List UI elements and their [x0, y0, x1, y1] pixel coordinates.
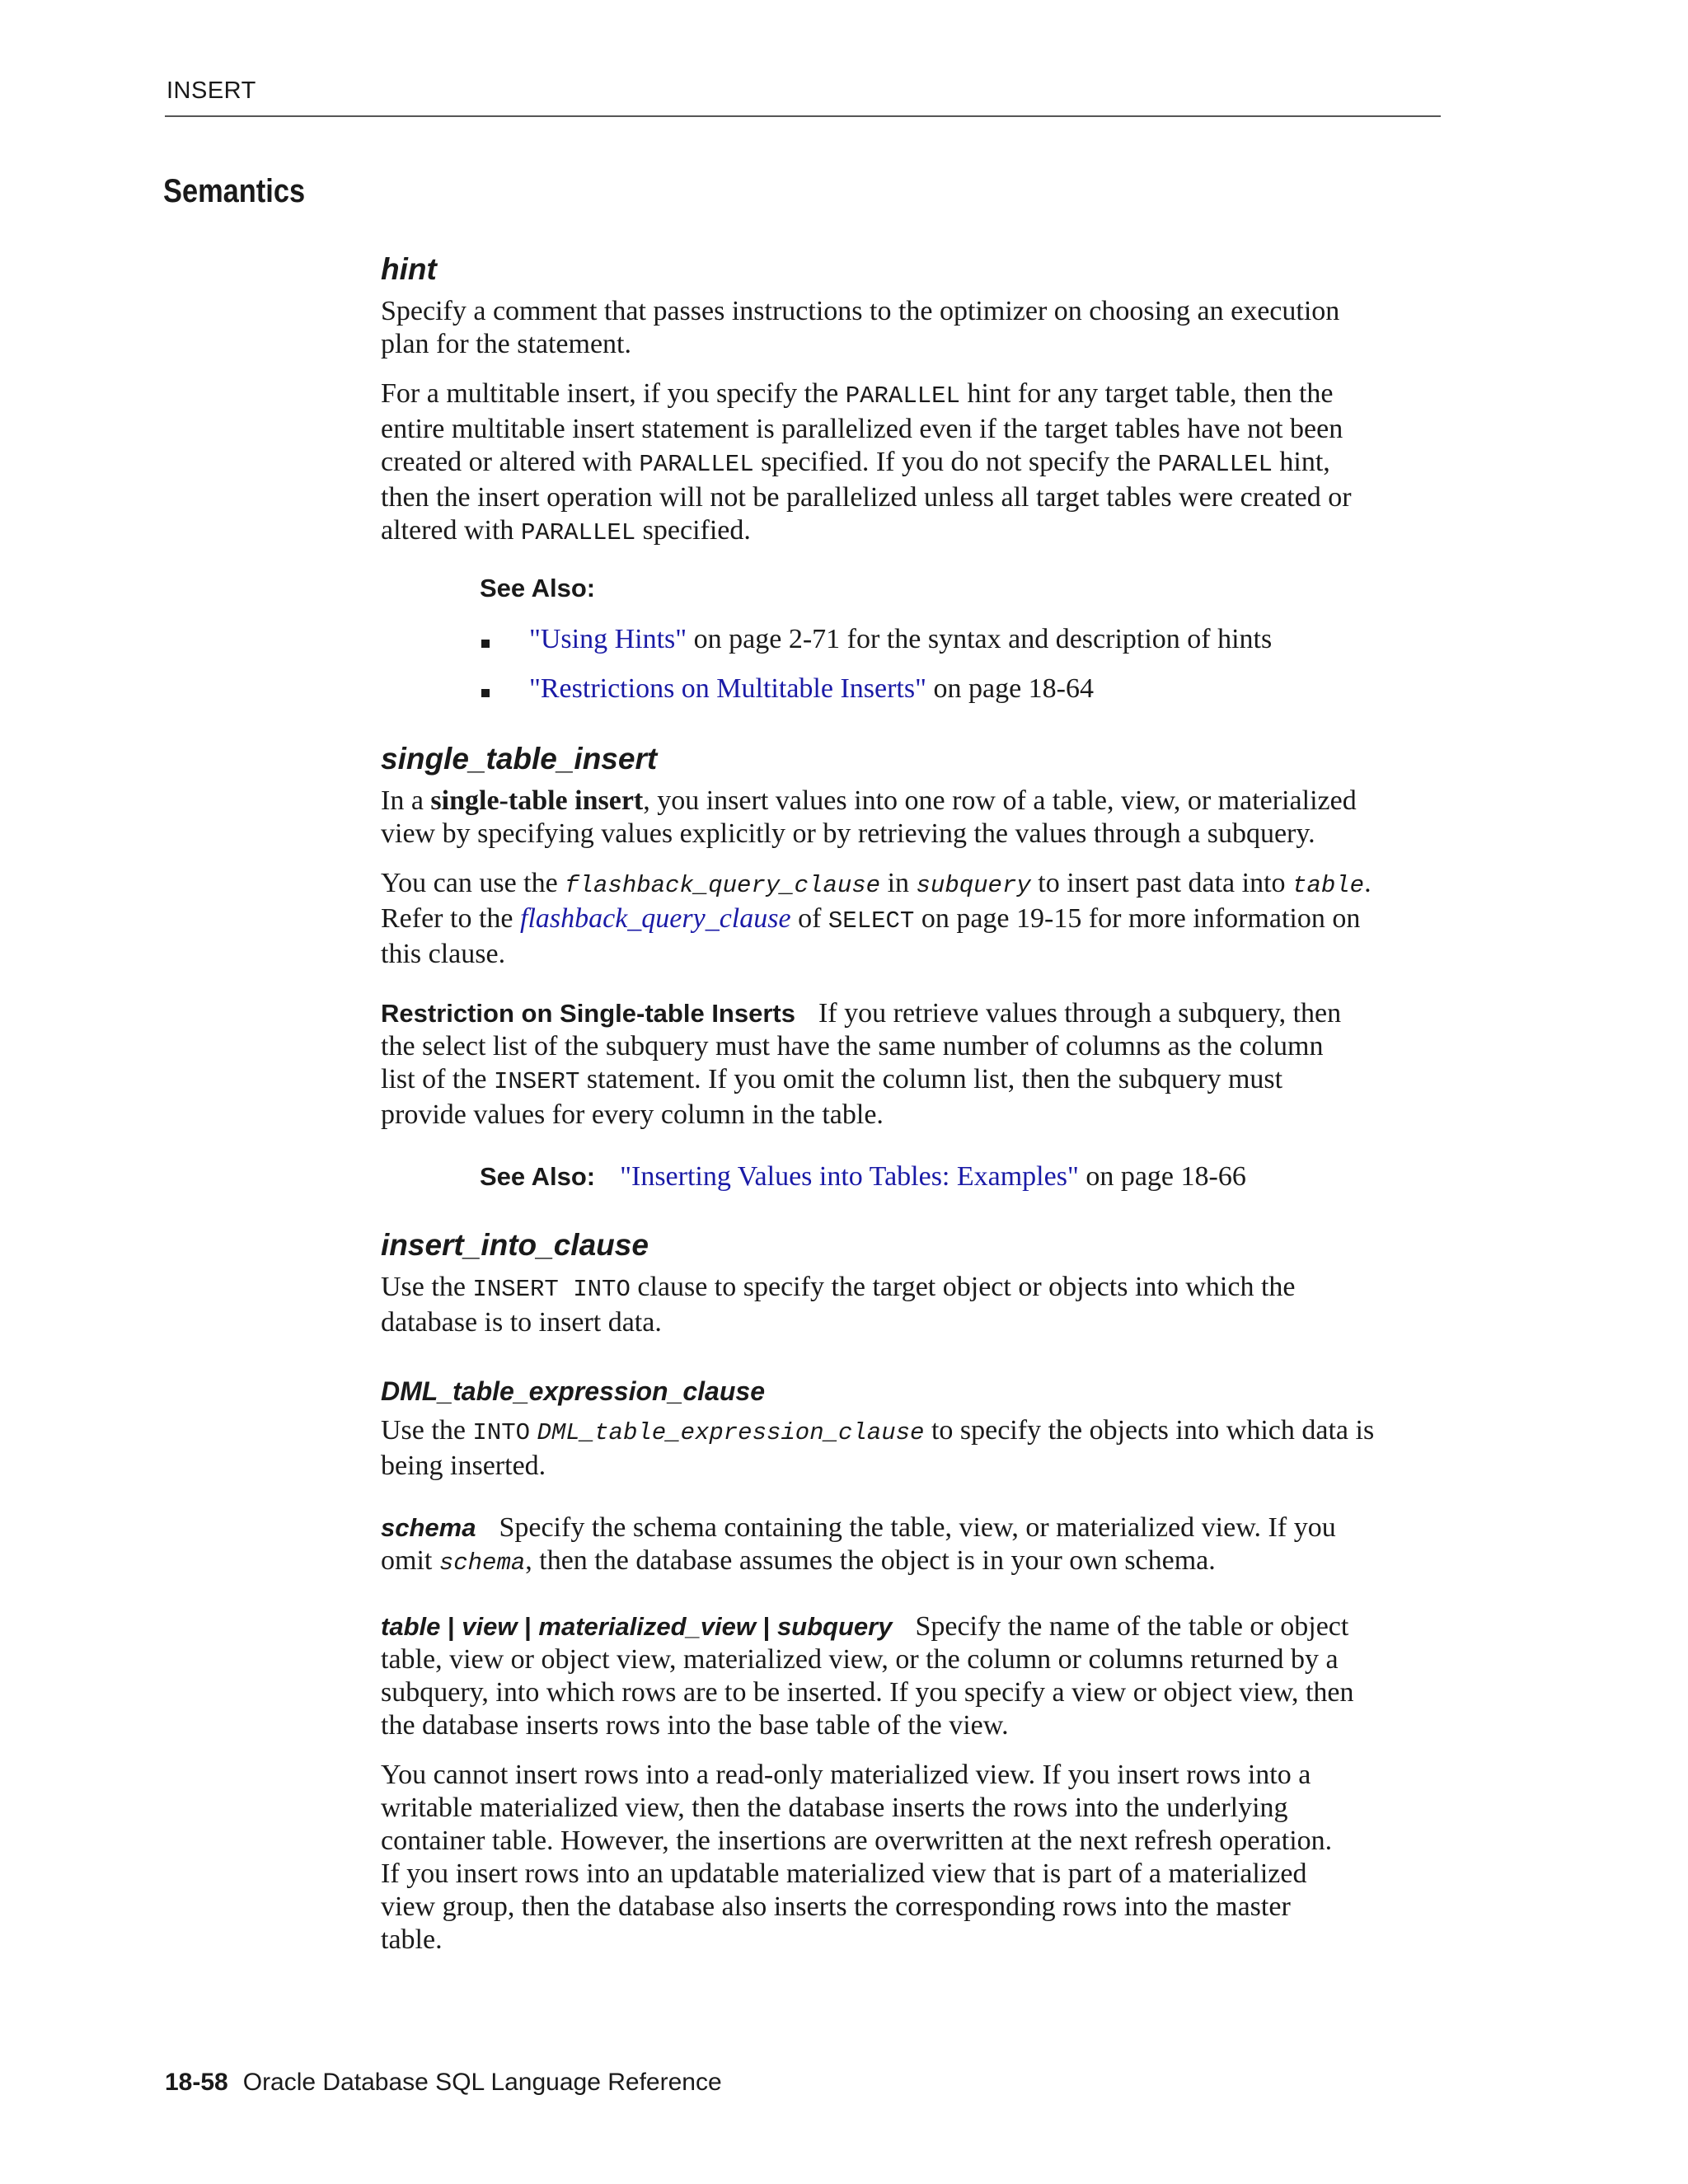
restriction-paragraph: Restriction on Single-table Inserts If you retrieve values through a subquery, then the select list of the subquery must have the same number of columns as the column list of the INSERT statement. If you omit the column list, then the subquery must provide values for every column in the table.: [381, 998, 1342, 1130]
dml-paragraph: Use the INTO DML_table_expression_clause to specify the objects into which data is being inserted.: [381, 1415, 1375, 1481]
single-table-paragraph-1: In a single-table insert, you insert values into one row of a table, view, or materialized view by specifying values explicitly or by retrieving the values through a subquery.: [381, 785, 1357, 849]
table-view-label: table | view | materialized_view | subquery: [381, 1612, 893, 1641]
see-also-label: See Also:: [480, 574, 596, 602]
materialized-view-paragraph: You cannot insert rows into a read-only materialized view. If you insert rows into a writable materialized view, then the database inserts the rows into the underlying container table. However, the insertions are overwritten at the next refresh operation. If you insert rows into an updatable materialized view that is part of a materialized view group, then the database also inserts the corresponding rows into the master table.: [381, 1760, 1333, 1955]
restrictions-multitable-link[interactable]: "Restrictions on Multitable Inserts": [529, 673, 926, 704]
schema-paragraph: schema Specify the schema containing the table, view, or materialized view. If you omit schema, then the database assumes the object is in your own schema.: [381, 1512, 1336, 1577]
page-number: 18-58: [165, 2069, 228, 2096]
header-rule: [165, 115, 1441, 117]
section-title: Semantics: [163, 173, 306, 209]
page-footer: [165, 2069, 722, 2097]
single-table-paragraph-2: You can use the flashback_query_clause in subquery to insert past data into table. Refer to the flashback_query_clause of SELECT on page 19-15 for more information on this clause.: [381, 868, 1372, 969]
heading-dml-table-expression-clause: DML_table_expression_clause: [381, 1376, 765, 1406]
heading-hint: hint: [381, 252, 437, 286]
running-header: INSERT: [166, 77, 256, 104]
inserting-values-examples-link[interactable]: "Inserting Values into Tables: Examples": [620, 1161, 1079, 1192]
flashback-query-clause-link[interactable]: flashback_query_clause: [520, 903, 791, 934]
hint-paragraph-1: Specify a comment that passes instructions to the optimizer on choosing an execution plan for the statement.: [381, 296, 1340, 359]
see-also-examples: See Also: "Inserting Values into Tables: Examples" on page 18-66: [480, 1161, 1246, 1192]
schema-label: schema: [381, 1513, 476, 1542]
bullet-icon: [481, 689, 490, 697]
using-hints-link[interactable]: "Using Hints": [529, 624, 687, 654]
heading-insert-into-clause: insert_into_clause: [381, 1228, 649, 1262]
restriction-label: Restriction on Single-table Inserts: [381, 999, 795, 1028]
insert-into-paragraph: Use the INSERT INTO clause to specify the target object or objects into which the database is to insert data.: [381, 1272, 1296, 1338]
bullet-icon: [481, 640, 490, 648]
see-also-item: "Using Hints" on page 2-71 for the syntax and description of hints: [529, 624, 1273, 654]
book-title: Oracle Database SQL Language Reference: [242, 2069, 722, 2096]
hint-paragraph-2: For a multitable insert, if you specify the PARALLEL hint for any target table, then the entire multitable insert statement is parallelized even if the target tables have not been created or altered with PARALLEL specified. If you do not specify the PARALLEL hint, then the insert operation will not be parallelized unless all target tables were created or altered with PARALLEL specified.: [381, 378, 1352, 546]
see-also-item: "Restrictions on Multitable Inserts" on page 18-64: [529, 673, 1094, 704]
heading-single-table-insert: single_table_insert: [381, 742, 658, 776]
table-view-paragraph: table | view | materialized_view | subquery Specify the name of the table or object table, view or object view, materialized view, or the column or columns returned by a subquery, into which rows are to be inserted. If you specify a view or object view, then the database inserts rows into the base table of the view.: [381, 1611, 1354, 1741]
